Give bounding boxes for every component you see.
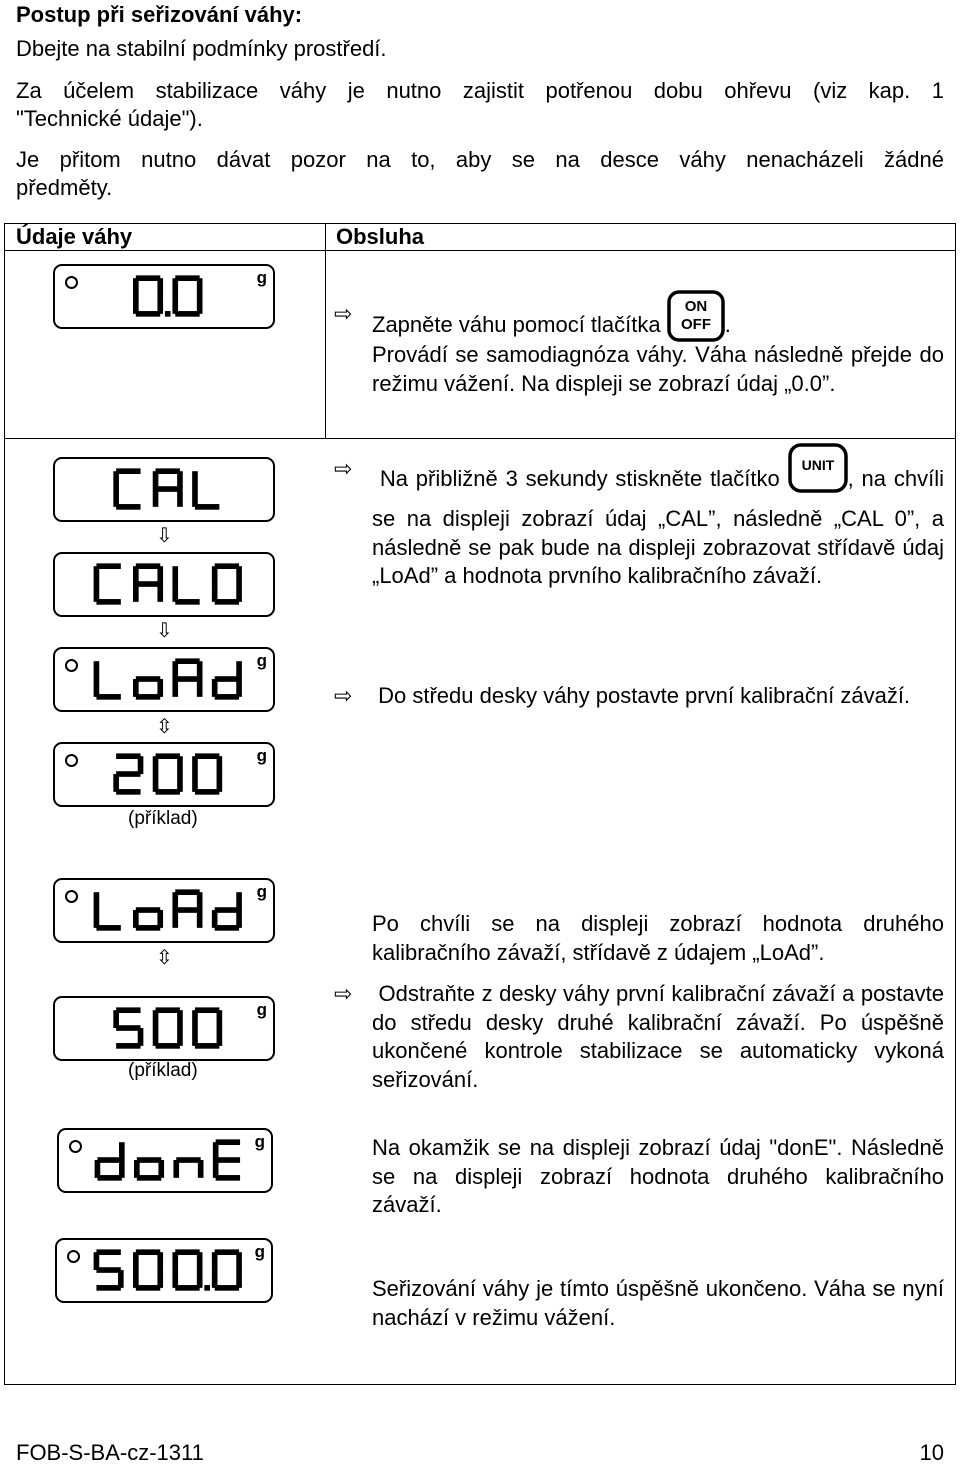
- lcd-segment: [192, 1010, 198, 1028]
- lcd-segment: [136, 581, 160, 587]
- intro-line-3: "Technické údaje").: [16, 106, 203, 131]
- lcd-segment: [156, 486, 180, 492]
- lcd-segment: [172, 1252, 178, 1270]
- step-press-unit: ⇨ Na přibližně 3 sekundy stiskněte tlačítko UNIT , na chvíli se na displeji zobrazí údaj „CAL”, následně „CAL 0”, a následně se pak bude na displeji zobrazovat střídavě údaj „LoAd” a hodnota prvního kalibračního závaží.: [372, 455, 944, 591]
- lcd-segment: [216, 1175, 240, 1181]
- lcd-segment: [94, 892, 100, 910]
- lcd-segment: [175, 1249, 199, 1255]
- segment-readout: [59, 1130, 271, 1191]
- segment-readout: [55, 554, 273, 615]
- lcd-segment: [136, 694, 160, 700]
- display-cal: [53, 457, 275, 522]
- arrow-updown-icon: ⇳: [156, 716, 173, 738]
- lcd-decimal-point: [204, 1285, 210, 1291]
- lcd-segment: [96, 563, 120, 569]
- lcd-segment: [96, 694, 120, 700]
- lcd-segment: [156, 1007, 180, 1013]
- lcd-segment: [133, 1270, 139, 1288]
- lcd-segment: [116, 1043, 140, 1049]
- step-finished: Seřizování váhy je tímto úspěšně ukončeno. Váha se nyní nachází v režimu vážení.: [372, 1276, 944, 1330]
- lcd-segment: [212, 566, 218, 584]
- segment-readout: [55, 459, 273, 520]
- lcd-segment: [116, 771, 140, 777]
- table-row-divider: [4, 438, 956, 439]
- lcd-segment: [215, 907, 239, 913]
- display-done: [57, 1128, 273, 1193]
- lcd-segment: [175, 311, 199, 317]
- bullet-arrow-icon: ⇨: [334, 683, 353, 708]
- lcd-segment: [175, 275, 199, 281]
- unit-label: g: [256, 651, 267, 670]
- unit-label: g: [254, 1132, 265, 1151]
- arrow-down-icon: ⇩: [156, 525, 173, 547]
- lcd-segment: [172, 566, 178, 584]
- lcd-segment: [216, 1157, 240, 1163]
- lcd-segment: [176, 1157, 200, 1163]
- lcd-segment: [172, 1270, 178, 1288]
- intro-line-2: Za účelem stabilizace váhy je nutno zajistit potřenou dobu ohřevu (viz kap. 1: [16, 78, 944, 103]
- lcd-segment: [217, 756, 223, 774]
- intro-line-5: předměty.: [16, 175, 113, 200]
- lcd-segment: [137, 1175, 161, 1181]
- step-swap-weights: ⇨ Odstraňte z desky váhy první kalibrační závaží a postavte do středu desky druhé kalibrační závaží. Po úspěšně ukončené kontrole stabilizace se automaticky vykoná seřizování.: [334, 981, 944, 1092]
- lcd-segment: [136, 311, 160, 317]
- lcd-segment: [192, 1028, 198, 1046]
- lcd-segment: [116, 1025, 140, 1031]
- lcd-segment: [133, 1252, 139, 1270]
- table-column-divider: [325, 223, 326, 438]
- unit-label: g: [256, 746, 267, 765]
- lcd-segment: [157, 1252, 163, 1270]
- lcd-segment: [116, 789, 140, 795]
- lcd-segment: [175, 1285, 199, 1291]
- lcd-segment: [236, 1252, 242, 1270]
- lcd-segment: [195, 1043, 219, 1049]
- unit-label: g: [256, 882, 267, 901]
- lcd-segment: [157, 278, 163, 296]
- lcd-segment: [195, 504, 219, 510]
- display-200: [53, 742, 275, 807]
- lcd-segment: [96, 1249, 120, 1255]
- arrow-updown-icon: ⇳: [156, 947, 173, 969]
- lcd-segment: [116, 1007, 140, 1013]
- svg-text:OFF: OFF: [680, 316, 711, 333]
- segment-readout: [55, 649, 273, 710]
- lcd-segment: [177, 1010, 183, 1028]
- unit-label: g: [256, 1000, 267, 1019]
- page-heading: Postup při seřizování váhy:: [16, 2, 303, 27]
- segment-readout: [55, 744, 273, 805]
- lcd-segment: [212, 1270, 218, 1288]
- lcd-segment: [195, 753, 219, 759]
- lcd-segment: [136, 925, 160, 931]
- display-load-2: [53, 878, 275, 943]
- example-label: (příklad): [128, 808, 198, 829]
- lcd-segment: [195, 1007, 219, 1013]
- step-done: Na okamžik se na displeji zobrazí údaj "donE". Následně se na displeji zobrazí hodnota druhého kalibračního závaží.: [372, 1135, 944, 1217]
- table-header-divider: [4, 250, 956, 251]
- lcd-segment: [116, 468, 140, 474]
- display-load: [53, 647, 275, 712]
- lcd-segment: [153, 774, 159, 792]
- lcd-decimal-point: [165, 311, 171, 317]
- bullet-arrow-icon: ⇨: [334, 981, 353, 1006]
- bullet-arrow-icon: ⇨: [334, 456, 353, 481]
- lcd-segment: [136, 563, 160, 569]
- unit-label: g: [254, 1242, 265, 1261]
- lcd-segment: [153, 756, 159, 774]
- lcd-segment: [136, 907, 160, 913]
- unit-label: g: [256, 268, 267, 287]
- lcd-segment: [215, 599, 239, 605]
- lcd-segment: [113, 471, 119, 489]
- lcd-segment: [97, 1175, 121, 1181]
- lcd-segment: [215, 694, 239, 700]
- lcd-segment: [133, 910, 139, 928]
- lcd-segment: [172, 278, 178, 296]
- lcd-segment: [116, 753, 140, 759]
- lcd-segment: [192, 774, 198, 792]
- lcd-segment: [175, 907, 199, 913]
- segment-readout: [55, 998, 273, 1059]
- step-self-test: Provádí se samodiagnóza váhy. Váha následně přejde do režimu vážení. Na displeji se zobrazí údaj „0.0”.: [372, 342, 944, 396]
- step-power-on: ⇨ Zapněte váhu pomocí tlačítka ON OFF .: [372, 300, 944, 352]
- lcd-segment: [217, 1010, 223, 1028]
- lcd-segment: [175, 889, 199, 895]
- page-number: 10: [919, 1440, 944, 1465]
- lcd-segment: [212, 1252, 218, 1270]
- unit-button-icon: [788, 443, 848, 493]
- lcd-segment: [172, 296, 178, 314]
- lcd-segment: [215, 1285, 239, 1291]
- display-cal0: [53, 552, 275, 617]
- lcd-segment: [175, 676, 199, 682]
- segment-readout: [55, 266, 273, 327]
- lcd-segment: [156, 468, 180, 474]
- display-500-0: [55, 1238, 273, 1303]
- column-header-operation: Obsluha: [336, 224, 425, 249]
- lcd-segment: [175, 599, 199, 605]
- lcd-segment: [153, 1010, 159, 1028]
- intro-line-4: Je přitom nutno dávat pozor na to, aby se na desce váhy nenacházeli žádné: [16, 147, 944, 172]
- lcd-segment: [215, 563, 239, 569]
- lcd-segment: [215, 1249, 239, 1255]
- lcd-segment: [136, 676, 160, 682]
- svg-text:ON: ON: [684, 298, 707, 315]
- example-label: (příklad): [128, 1060, 198, 1081]
- lcd-segment: [137, 1157, 161, 1163]
- lcd-segment: [133, 296, 139, 314]
- lcd-segment: [192, 756, 198, 774]
- lcd-segment: [94, 566, 100, 584]
- step-second-weight-shown: Po chvíli se na displeji zobrazí hodnota druhého kalibračního závaží, střídavě z údajem „LoAd”.: [372, 911, 944, 965]
- lcd-segment: [215, 676, 239, 682]
- lcd-segment: [215, 925, 239, 931]
- lcd-segment: [156, 1043, 180, 1049]
- lcd-segment: [175, 658, 199, 664]
- lcd-segment: [133, 679, 139, 697]
- lcd-segment: [133, 278, 139, 296]
- lcd-segment: [94, 661, 100, 679]
- on-off-button-icon: [667, 290, 725, 342]
- segment-readout: [55, 880, 273, 941]
- bullet-arrow-icon: ⇨: [334, 301, 353, 326]
- lcd-segment: [116, 504, 140, 510]
- lcd-segment: [216, 1139, 240, 1145]
- lcd-segment: [197, 278, 203, 296]
- intro-line-1: Dbejte na stabilní podmínky prostředí.: [16, 36, 387, 61]
- lcd-segment: [96, 1285, 120, 1291]
- lcd-segment: [136, 275, 160, 281]
- lcd-segment: [96, 925, 120, 931]
- lcd-segment: [177, 756, 183, 774]
- lcd-segment: [197, 1252, 203, 1270]
- lcd-segment: [195, 789, 219, 795]
- lcd-segment: [134, 1160, 140, 1178]
- lcd-segment: [97, 1157, 121, 1163]
- document-code: FOB-S-BA-cz-1311: [16, 1440, 204, 1465]
- lcd-segment: [156, 753, 180, 759]
- lcd-segment: [136, 1249, 160, 1255]
- step-place-first-weight: ⇨ Do středu desky váhy postavte první kalibrační závaží.: [372, 682, 944, 711]
- lcd-segment: [156, 789, 180, 795]
- lcd-segment: [212, 584, 218, 602]
- lcd-segment: [153, 1028, 159, 1046]
- arrow-down-icon: ⇩: [156, 620, 173, 642]
- display-zero: [53, 264, 275, 329]
- svg-text:UNIT: UNIT: [801, 457, 834, 473]
- lcd-segment: [236, 566, 242, 584]
- lcd-segment: [96, 1267, 120, 1273]
- column-header-display: Údaje váhy: [16, 224, 133, 249]
- lcd-segment: [192, 471, 198, 489]
- segment-readout: [57, 1240, 271, 1301]
- lcd-segment: [136, 1285, 160, 1291]
- display-500: [53, 996, 275, 1061]
- lcd-segment: [96, 599, 120, 605]
